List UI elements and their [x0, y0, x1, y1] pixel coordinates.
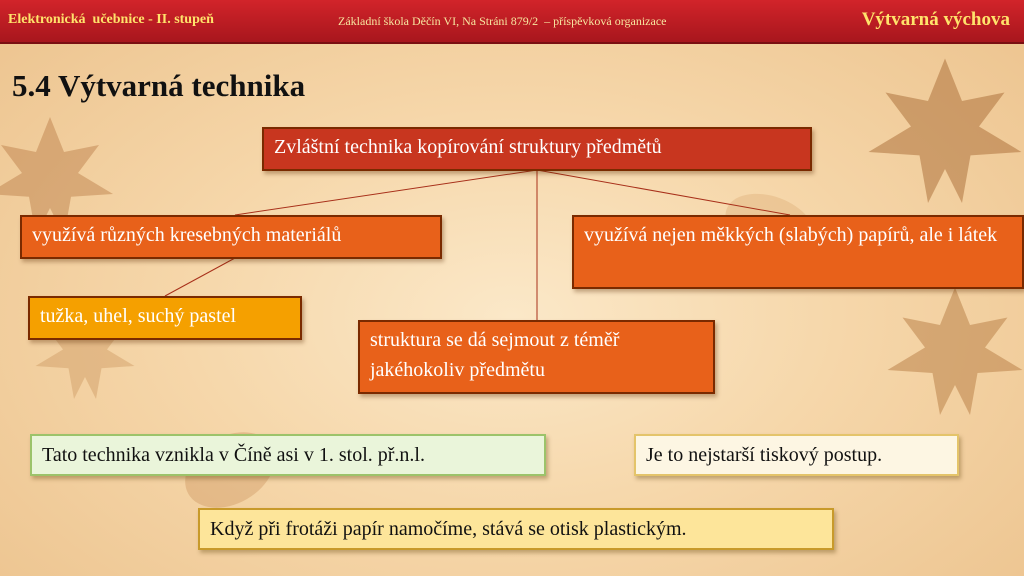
diagram-right-box: [572, 215, 1024, 289]
diagram-left-text: využívá různých kresebných materiálů: [32, 224, 342, 246]
note-oldest: [634, 434, 959, 476]
note-wet-paper: [198, 508, 834, 550]
header-textbook-label: Elektronická učebnice - II. stupeň: [8, 12, 214, 27]
note-wet-paper-text: Když při frotáži papír namočíme, stává se otisk plastickým.: [210, 518, 687, 540]
diagram-left-child-text: tužka, uhel, suchý pastel: [40, 305, 237, 327]
diagram-left-child-box: [28, 296, 302, 340]
diagram-center-text: struktura se dá sejmout z téměř jakéhokoliv předmětu: [370, 329, 620, 381]
page-title: 5.4 Výtvarná technika: [12, 68, 306, 103]
diagram-left-box: [20, 215, 442, 259]
note-oldest-text: Je to nejstarší tiskový postup.: [646, 444, 883, 466]
connector-root-left: [235, 170, 537, 215]
diagram-root-box: [262, 127, 812, 171]
diagram-right-text: využívá nejen měkkých (slabých) papírů, ale i látek: [584, 224, 998, 246]
note-origin: [30, 434, 546, 476]
note-origin-text: Tato technika vznikla v Číně asi v 1. stol. př.n.l.: [42, 444, 425, 466]
connector-left-child: [165, 258, 235, 296]
header-subject-label: Výtvarná výchova: [861, 9, 1010, 30]
connector-root-right: [537, 170, 790, 215]
header-school-label: Základní škola Děčín VI, Na Stráni 879/2 – příspěvková organizace: [338, 14, 667, 28]
diagram-root-text: Zvláštní technika kopírování struktury předmětů: [274, 136, 662, 158]
diagram-center-box: [358, 320, 715, 394]
